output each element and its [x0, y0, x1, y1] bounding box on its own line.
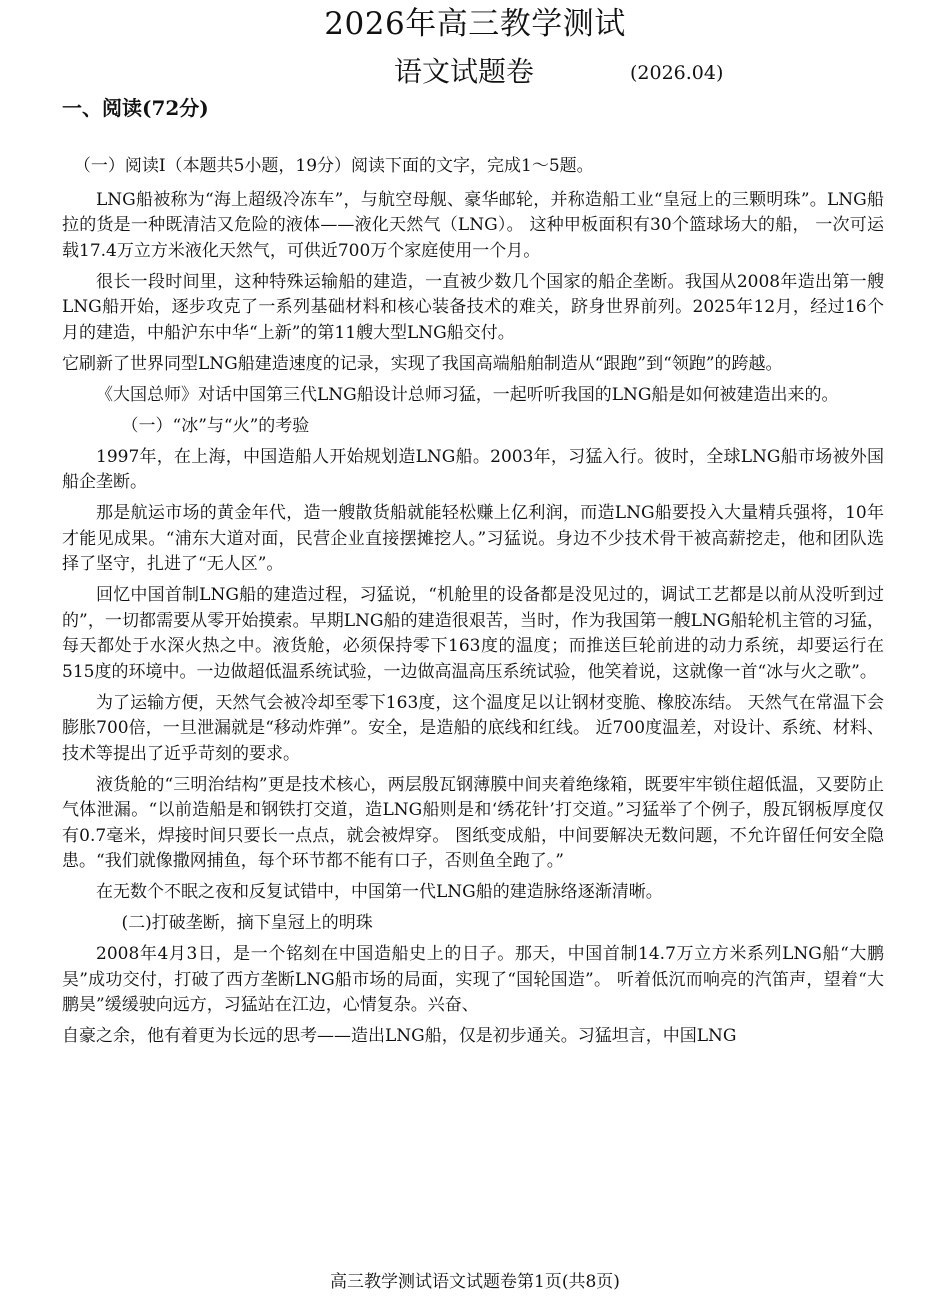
section-heading: 一、阅读(72分) — [62, 96, 209, 120]
paragraph: 回忆中国首制LNG船的建造过程，习猛说，“机舱里的设备都是没见过的，调试工艺都是以前从没听到过的”，一切都需要从零开始摸索。早期LNG船的建造很艰苦，当时，作为我国第一艘LNG船轮机主管的习猛，每天都处于水深火热之中。液货舱，必须保持零下163度的温度；而推送巨轮前进的动力系统，却要运行在515度的环境中。一边做超低温系统试验，一边做高温高压系统试验，他笑着说，这就像一首“冰与火之歌”。 — [62, 585, 884, 682]
paragraph: 自豪之余，他有着更为长远的思考——造出LNG船，仅是初步通关。习猛坦言，中国LNG — [62, 1026, 737, 1046]
paragraph: 为了运输方便，天然气会被冷却至零下163度，这个温度足以让钢材变脆、橡胶冻结。 天然气在常温下会膨胀700倍，一旦泄漏就是“移动炸弹”。安全，是造船的底线和红线。 近700度温差，对设计、系统、材料、技术等提出了近乎苛刻的要求。 — [62, 692, 884, 764]
paragraph: LNG船被称为“海上超级冷冻车”，与航空母舰、豪华邮轮，并称造船工业“皇冠上的三颗明珠”。LNG船拉的货是一种既清洁又危险的液体——液化天然气（LNG）。 这种甲板面积有30个篮球场大的船， 一次可运载17.4万立方米液化天然气，可供近700万个家庭使用一个月。 — [62, 189, 884, 261]
subheading: (二)打破垄断，摘下皇冠上的明珠 — [121, 913, 373, 933]
subtitle-row — [0, 52, 950, 92]
page-footer: 高三教学测试语文试题卷第1页(共8页) — [330, 1272, 620, 1292]
paragraph: 那是航运市场的黄金年代，造一艘散货船就能轻松赚上亿利润，而造LNG船要投入大量精兵强将，10年才能见成果。“浦东大道对面，民营企业直接摆摊挖人。”习猛说。身边不少技术骨干被高薪挖走，他和团队选择了坚守，扎进了“无人区”。 — [62, 503, 884, 574]
paragraph: 《大国总师》对话中国第三代LNG船设计总师习猛，一起听听我国的LNG船是如何被建造出来的。 — [96, 384, 839, 405]
exam-date: (2026.04) — [630, 62, 724, 84]
paragraph: 很长一段时间里，这种特殊运输船的建造，一直被少数几个国家的船企垄断。我国从2008年造出第一艘LNG船开始，逐步攻克了一系列基础材料和核心装备技术的难关，跻身世界前列。2025年12月，经过16个月的建造，中船沪东中华“上新”的第11艘大型LNG船交付。 — [62, 271, 884, 343]
question-instructions: （一）阅读I（本题共5小题，19分）阅读下面的文字，完成1～5题。 — [73, 156, 594, 176]
page-subtitle: 语文试题卷 — [394, 55, 535, 88]
paragraph: 1997年，在上海，中国造船人开始规划造LNG船。2003年，习猛入行。彼时，全球LNG船市场被外国船企垄断。 — [62, 446, 884, 492]
paragraph: 液货舱的“三明治结构”更是技术核心，两层殷瓦钢薄膜中间夹着绝缘箱，既要牢牢锁住超低温，又要防止气体泄漏。“以前造船是和钢铁打交道，造LNG船则是和‘绣花针’打交道。”习猛举了个例子，殷瓦钢板厚度仅有0.7毫米，焊接时间只要长一点点，就会被焊穿。 图纸变成船，中间要解决无数问题，不允许留任何安全隐患。“我们就像撒网捕鱼，每个环节都不能有口子，否则鱼全跑了。” — [62, 774, 884, 871]
paragraph: 2008年4月3日，是一个铭刻在中国造船史上的日子。那天，中国首制14.7万立方米系列LNG船“大鹏昊”成功交付，打破了西方垄断LNG船市场的局面，实现了“国轮国造”。 听着低沉而响亮的汽笛声，望着“大鹏昊”缓缓驶向远方，习猛站在江边，心情复杂。兴奋、 — [62, 944, 884, 1015]
reading-passage — [62, 154, 884, 1055]
subheading: （一）“冰”与“火”的考验 — [121, 415, 310, 436]
paragraph: 它刷新了世界同型LNG船建造速度的记录，实现了我国高端船舶制造从“跟跑”到“领跑”的跨越。 — [62, 353, 783, 374]
paragraph: 在无数个不眠之夜和反复试错中，中国第一代LNG船的建造脉络逐渐清晰。 — [96, 882, 663, 902]
page-title: 2026年高三教学测试 — [324, 6, 626, 42]
